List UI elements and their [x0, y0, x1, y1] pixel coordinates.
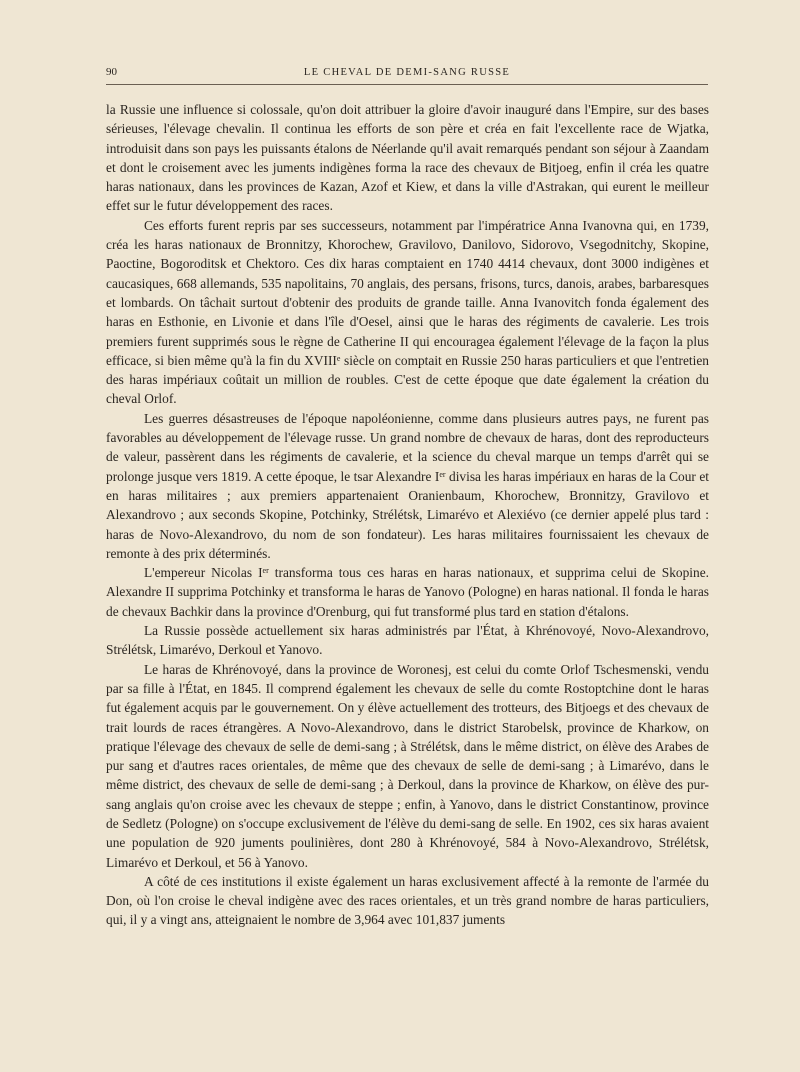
running-title: LE CHEVAL DE DEMI-SANG RUSSE [303, 67, 511, 78]
paragraph-3: Les guerres désastreuses de l'époque napoléonienne, comme dans plusieurs autres pays, ne furent pas favorables au développement de l'élevage russe. Un grand nombre de chevaux de haras, dont des reproducteurs de valeur, passèrent dans les régiments de cavalerie, et la science du cheval marque un temps d'arrêt qui se prolonge jusque vers 1819. A cette époque, le tsar Alexandre Ier divisa les haras impériaux en haras de la Cour et en haras militaires ; aux premiers appartenaient Oranienbaum, Khorochew, Bronnitzy, Gravilovo et Alexandrovo ; aux seconds Skopine, Potchinky, Strélétsk, Limarévo et Alexiévo (ce dernier appelé plus tard : haras de Novo-Alexandrovo, du nom de son fondateur). Les haras militaires fournissaient les chevaux de remonte à des prix déterminés. [106, 410, 709, 561]
page-number: 90 [106, 66, 117, 78]
paragraph-2: Ces efforts furent repris par ses successeurs, notamment par l'impératrice Anna Ivanovna qui, en 1739, créa les haras nationaux de Bronnitzy, Khorochew, Gravilovo, Danilovo, Sidorovo, Vsegodnitchy, Skopine, Paoctine, Bogoroditsk et Chektoro. Ces dix haras comptaient en 1740 4414 chevaux, dont 3000 indigènes et caucasiques, 668 allemands, 535 napolitains, 70 anglais, des persans, frisons, turcs, danois, arabes, barbaresques et lombards. On tâchait surtout d'obtenir des produits de grande taille. Anna Ivanovitch fonda également des haras en Esthonie, en Livonie et dans l'île d'Oesel, ainsi que le haras des régiments de cavalerie. Les trois premiers furent supprimés sous le règne de Catherine II qui encouragea également l'élevage de la façon la plus efficace, si bien même qu'à la fin du XVIIIe siècle on comptait en Russie 250 haras particuliers et que l'entretien des haras impériaux coûtait un million de roubles. C'est de cette époque que date également la création du cheval Orlof. [106, 217, 709, 407]
paragraph-7: A côté de ces institutions il existe également un haras exclusivement affecté à la remonte de l'armée du Don, où l'on croise le cheval indigène avec des races orientales, et un très grand nombre de haras particuliers, qui, il y a vingt ans, atteignaient le nombre de 3,964 avec 101,837 juments [106, 873, 709, 928]
superscript: er [262, 566, 269, 576]
body-text [106, 100, 709, 930]
page-header [106, 64, 708, 85]
paragraph-1: la Russie une influence si colossale, qu'on doit attribuer la gloire d'avoir inauguré dans l'Empire, sur des bases sérieuses, l'élevage chevalin. Il continua les efforts de son père et créa en fait l'excellente race de Wjatka, introduisit dans son pays les puissants étalons de Néerlande qu'il avait remarqués pendant son séjour à Zaandam et dont le croisement avec les juments indigènes forma la race des chevaux de Bitjoeg, enfin il créa les quatre haras nationaux, dans les provinces de Kazan, Azof et Kiew, et dans la ville d'Astrakan, qui eurent le meilleur effet sur le futur développement des races. [106, 102, 709, 214]
superscript: er [439, 469, 446, 479]
paragraph-5: La Russie possède actuellement six haras administrés par l'État, à Khrénovoyé, Novo-Alexandrovo, Strélétsk, Limarévo, Derkoul et Yanovo. [106, 623, 709, 658]
superscript: e [336, 353, 341, 363]
paragraph-6: Le haras de Khrénovoyé, dans la province de Woronesj, est celui du comte Orlof Tschesmenski, vendu par sa fille à l'État, en 1845. Il comprend également les chevaux de selle du comte Rostoptchine dont le haras fut également acquis par le gouvernement. On y élève actuellement des trotteurs, des Bitjoegs et des chevaux de trait lourds de races étrangères. A Novo-Alexandrovo, dans le district Starobelsk, province de Kharkow, on pratique l'élevage des chevaux de selle de demi-sang ; à Strélétsk, dans le même district, on élève des Arabes de pur sang et d'autres races orientales, de même que des chevaux de selle de demi-sang ; à Limarévo, dans le même district, des chevaux de selle de demi-sang ; à Derkoul, dans la province de Kharkow, on élève des pur-sang anglais qu'on croise avec les chevaux de steppe ; enfin, à Yanovo, dans le district Constantinow, province de Sedletz (Pologne) on s'occupe exclusivement de l'élève du demi-sang de selle. En 1902, ces six haras avaient une population de 920 juments poulinières, dont 280 à Khrénovoyé, 584 à Novo-Alexandrovo, Strélétsk, Limarévo et Derkoul, et 56 à Yanovo. [106, 661, 709, 870]
paragraph-4: L'empereur Nicolas Ier transforma tous ces haras en haras nationaux, et supprima celui de Skopine. Alexandre II supprima Potchinky et transforma le haras de Yanovo (Pologne) en haras national. Il fonda le haras de chevaux Bachkir dans la province d'Orenburg, qui fut transformé plus tard en station d'étalons. [106, 565, 709, 619]
